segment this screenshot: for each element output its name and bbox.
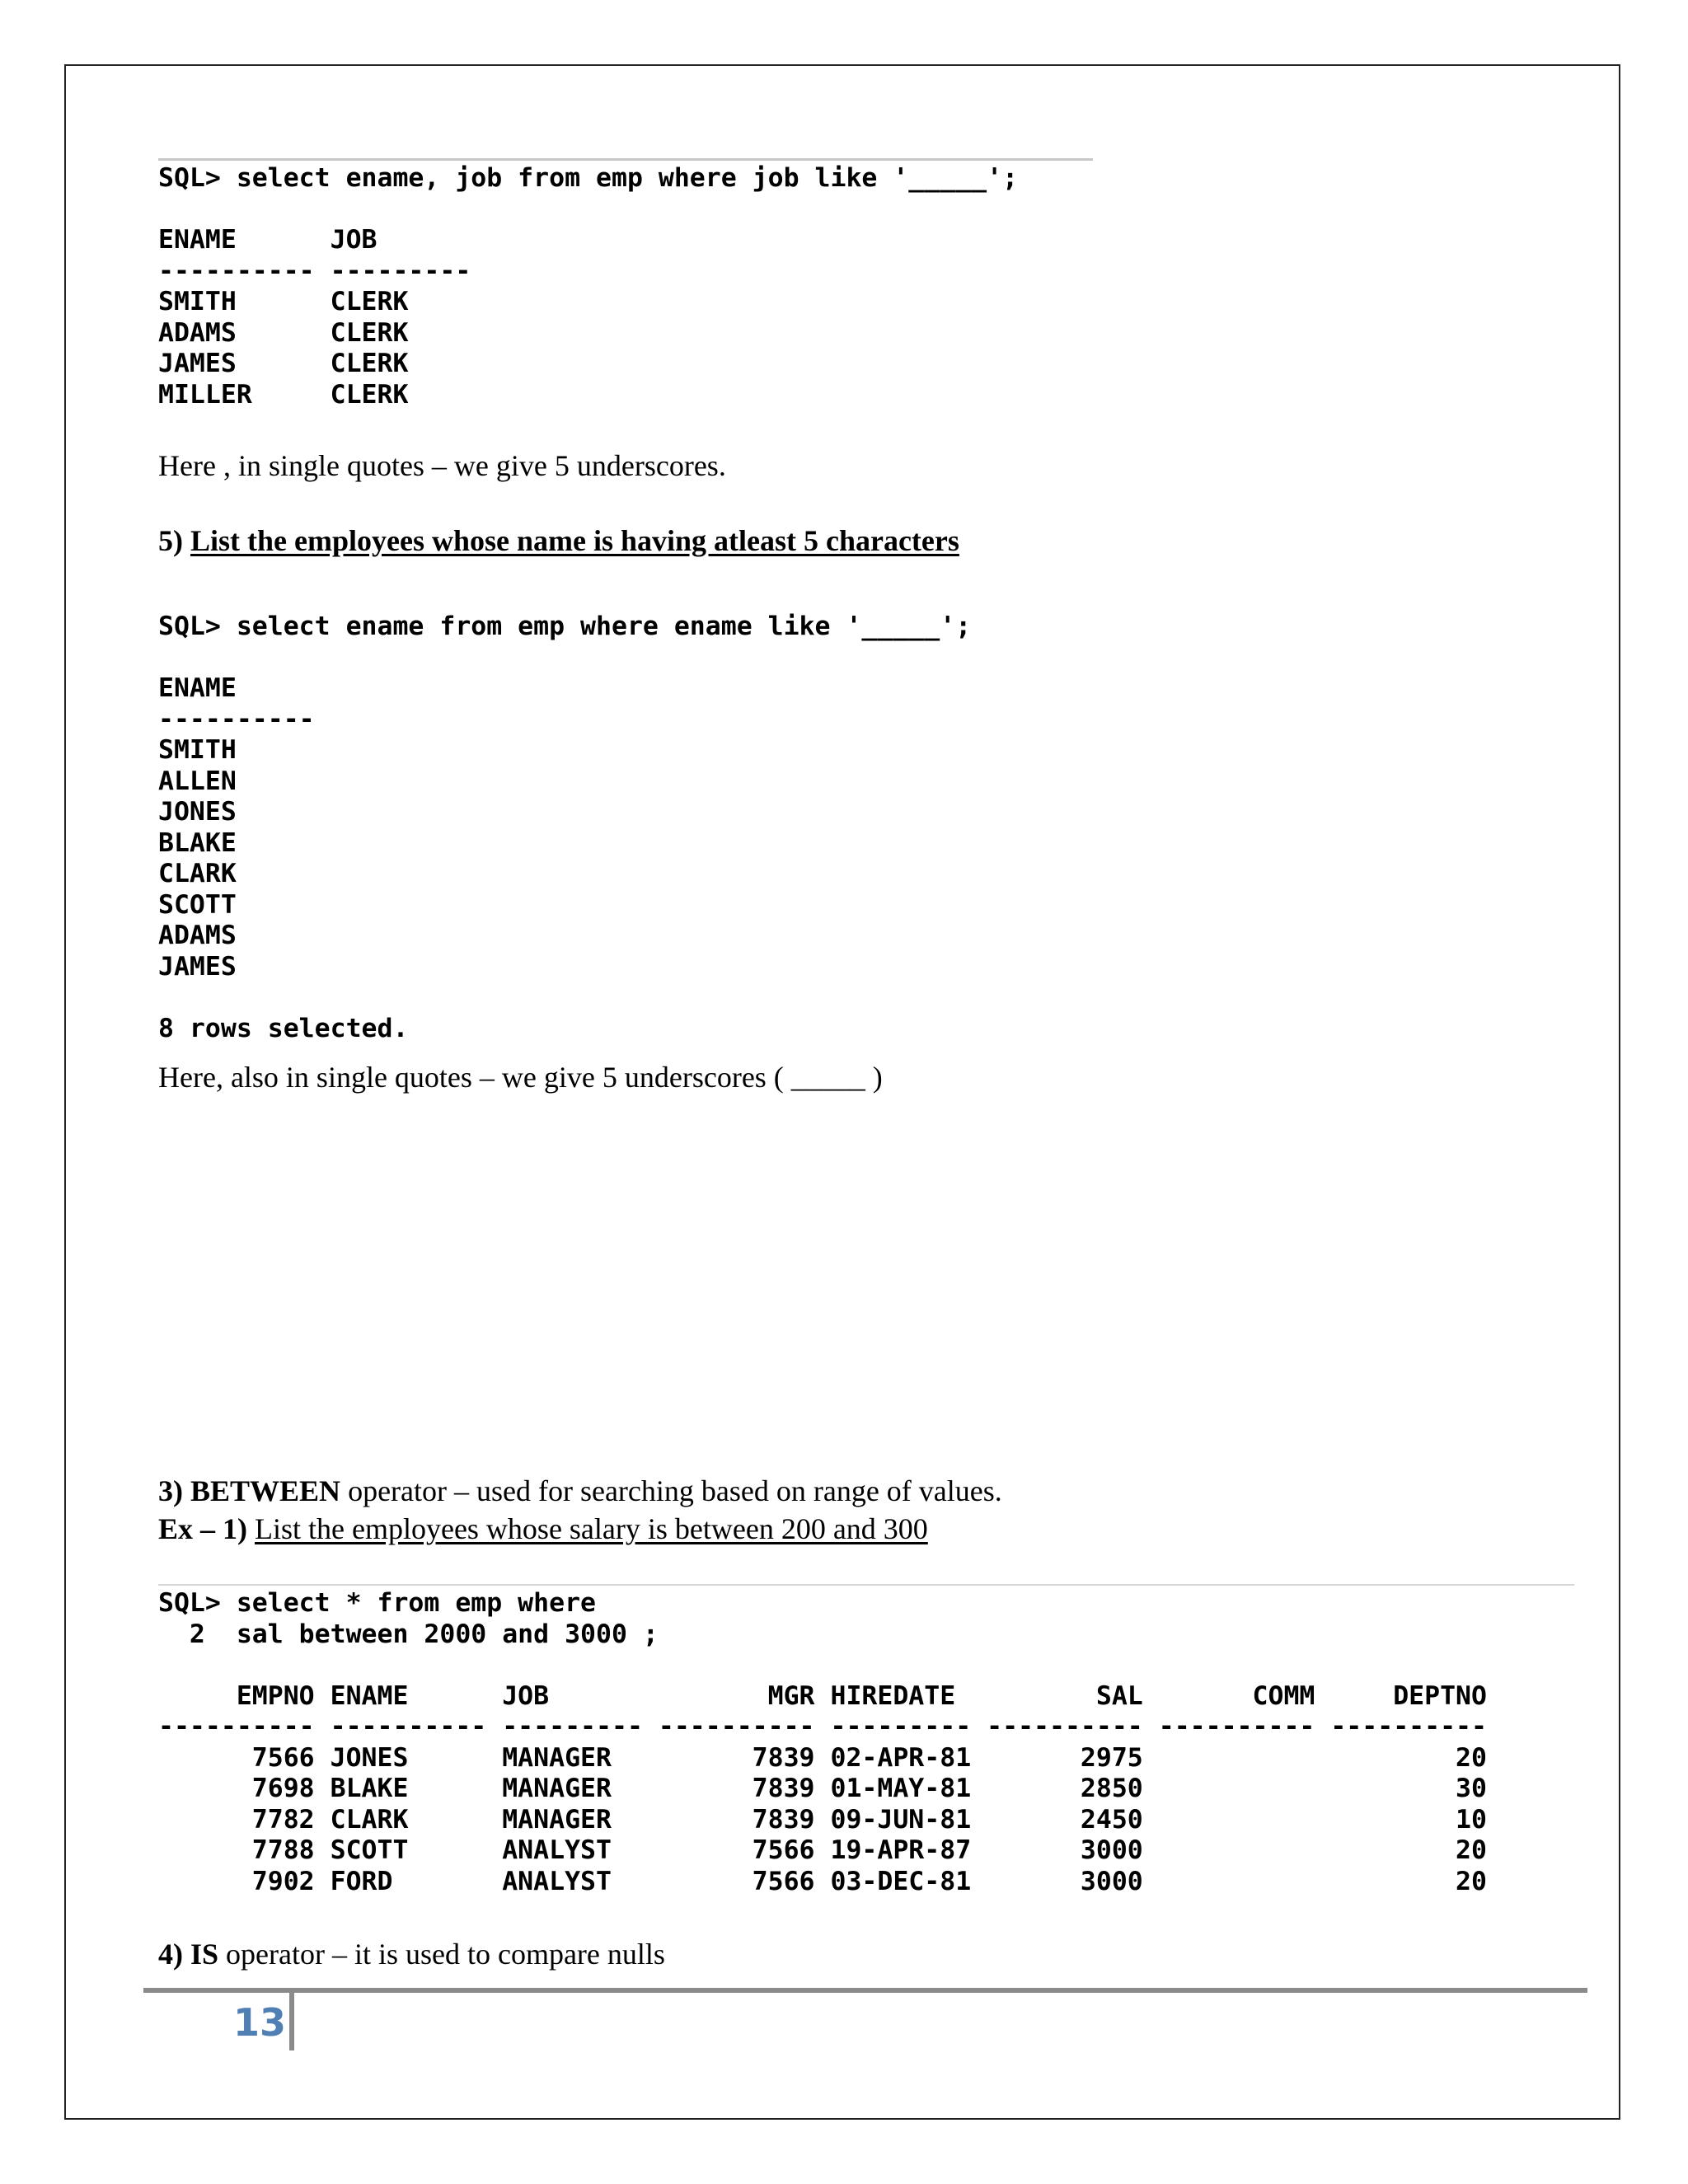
result-row: BLAKE xyxy=(158,827,237,858)
result-row: 7788 SCOTT ANALYST 7566 19-APR-87 3000 20 xyxy=(158,1835,1487,1865)
blank-line xyxy=(158,194,1018,226)
result-row: ADAMS xyxy=(158,921,237,950)
section-3-heading xyxy=(158,1472,1002,1510)
sql-query-line-1: SQL> select * from emp where xyxy=(158,1588,597,1618)
footer-divider xyxy=(289,1993,294,2050)
sql-output-block-1 xyxy=(158,163,1018,410)
sql-output-block-3 xyxy=(158,1588,1487,1897)
section-description: operator – it is used to compare nulls xyxy=(218,1938,665,1971)
blank-line xyxy=(158,982,971,1014)
column-separator: ---------- xyxy=(158,704,315,734)
section-description: operator – used for searching based on range of values. xyxy=(340,1474,1002,1507)
section-number: 4) xyxy=(158,1938,183,1971)
result-row: SCOTT xyxy=(158,889,237,920)
example-title: List the employees whose salary is between 200 and 300 xyxy=(255,1512,928,1545)
sql-query-line-2: 2 sal between 2000 and 3000 ; xyxy=(158,1619,659,1649)
example-heading xyxy=(158,1510,928,1548)
result-row: JONES xyxy=(158,797,237,827)
result-row: SMITH xyxy=(158,735,237,765)
result-row: MILLER CLERK xyxy=(158,379,409,410)
section-4-heading xyxy=(158,1935,665,1973)
result-row: 7902 FORD ANALYST 7566 03-DEC-81 3000 20 xyxy=(158,1866,1487,1896)
screenshot-top-rule xyxy=(158,1584,1574,1586)
blank-line xyxy=(158,643,971,674)
operator-keyword: BETWEEN xyxy=(190,1474,341,1507)
sql-query: SQL> select ename, job from emp where job like '_____'; xyxy=(158,163,1019,193)
result-row: JAMES CLERK xyxy=(158,349,409,378)
page-number: 13 xyxy=(233,2000,287,2045)
column-separator: ---------- --------- xyxy=(158,255,471,286)
operator-keyword: IS xyxy=(190,1938,219,1971)
column-separator: ---------- ---------- --------- ---------- --------- ---------- ---------- ---------- xyxy=(158,1712,1487,1741)
footer-rule xyxy=(143,1988,1587,1993)
section-5-heading xyxy=(158,522,959,560)
result-row: 7698 BLAKE MANAGER 7839 01-MAY-81 2850 30 xyxy=(158,1774,1487,1803)
column-header: ENAME JOB xyxy=(158,225,377,255)
section-number: 5) xyxy=(158,524,183,557)
result-row: CLARK xyxy=(158,859,237,888)
sql-query: SQL> select ename from emp where ename like '_____'; xyxy=(158,612,972,641)
result-row: ALLEN xyxy=(158,766,237,796)
result-row: SMITH CLERK xyxy=(158,287,409,316)
column-header: ENAME xyxy=(158,673,237,703)
example-label: Ex – 1) xyxy=(158,1512,247,1545)
result-row: ADAMS CLERK xyxy=(158,317,409,348)
rows-selected-footer: 8 rows selected. xyxy=(158,1013,409,1043)
section-title: List the employees whose name is having atleast 5 characters xyxy=(190,524,959,557)
section-number: 3) xyxy=(158,1474,183,1507)
result-row: 7782 CLARK MANAGER 7839 09-JUN-81 2450 10 xyxy=(158,1804,1487,1835)
column-header: EMPNO ENAME JOB MGR HIREDATE SAL COMM DEPTNO xyxy=(158,1680,1487,1711)
screenshot-top-rule xyxy=(158,158,1093,161)
blank-line xyxy=(158,1650,1487,1681)
note-five-underscores: Here , in single quotes – we give 5 underscores. xyxy=(158,449,726,482)
sql-output-block-2 xyxy=(158,612,971,1044)
note-underscores-example: Here, also in single quotes – we give 5 underscores ( _____ ) xyxy=(158,1061,883,1094)
result-row: JAMES xyxy=(158,951,237,982)
result-row: 7566 JONES MANAGER 7839 02-APR-81 2975 20 xyxy=(158,1742,1487,1773)
